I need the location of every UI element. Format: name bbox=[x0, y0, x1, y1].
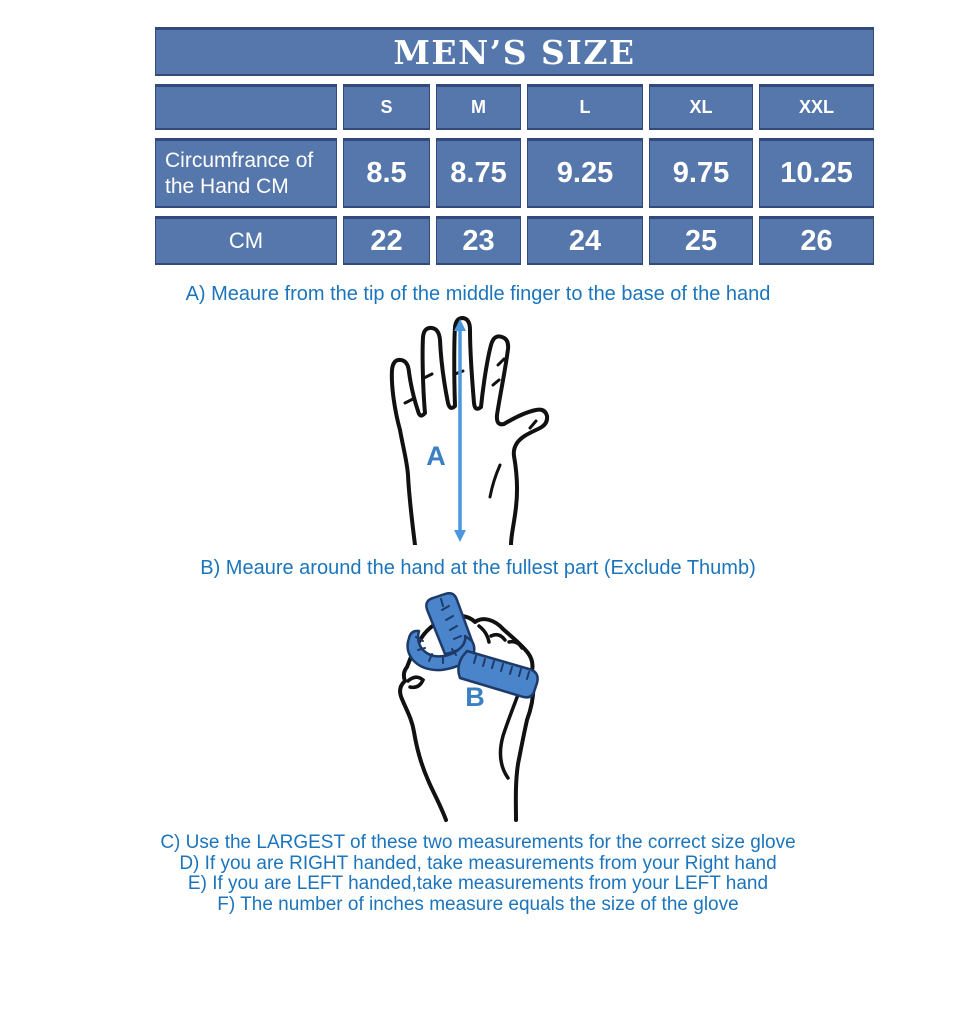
instruction-c: C) Use the LARGEST of these two measurements for the correct size glove bbox=[160, 832, 796, 853]
size-header-s: S bbox=[343, 84, 430, 130]
size-header-m: M bbox=[436, 84, 521, 130]
instruction-block bbox=[0, 833, 956, 915]
instruction-e: E) If you are LEFT handed,take measurements from your LEFT hand bbox=[187, 873, 769, 895]
cm-value-xl: 25 bbox=[649, 216, 753, 265]
mens-size-table bbox=[155, 27, 874, 265]
cm-value-s: 22 bbox=[343, 216, 430, 265]
circumference-value-l: 9.25 bbox=[527, 138, 643, 208]
circumference-value-s: 8.5 bbox=[343, 138, 430, 208]
table-title: MEN’S SIZE bbox=[155, 27, 874, 76]
size-header-xl: XL bbox=[649, 84, 753, 130]
circumference-row-label: Circumfrance of the Hand CM bbox=[155, 138, 337, 208]
cm-value-m: 23 bbox=[436, 216, 521, 265]
circumference-value-xxl: 10.25 bbox=[759, 138, 874, 208]
cm-value-xxl: 26 bbox=[759, 216, 874, 265]
instruction-d: D) If you are RIGHT handed, take measurements from your Right hand bbox=[179, 852, 777, 874]
corner-empty-cell bbox=[155, 84, 337, 130]
fist-measure-diagram bbox=[383, 592, 595, 832]
circumference-value-m: 8.75 bbox=[436, 138, 521, 208]
cm-row-label: CM bbox=[155, 216, 337, 265]
instruction-f: F) The number of inches measure equals the size of the glove bbox=[217, 893, 739, 915]
diagram-label-b: B bbox=[465, 682, 485, 712]
circumference-value-xl: 9.75 bbox=[649, 138, 753, 208]
size-header-xxl: XXL bbox=[759, 84, 874, 130]
instruction-a: A) Meaure from the tip of the middle finger to the base of the hand bbox=[185, 283, 771, 305]
cm-value-l: 24 bbox=[527, 216, 643, 265]
instruction-b: B) Meaure around the hand at the fullest part (Exclude Thumb) bbox=[200, 557, 756, 579]
diagram-label-a: A bbox=[426, 441, 446, 471]
open-hand-measure-diagram bbox=[370, 315, 570, 545]
size-header-l: L bbox=[527, 84, 643, 130]
